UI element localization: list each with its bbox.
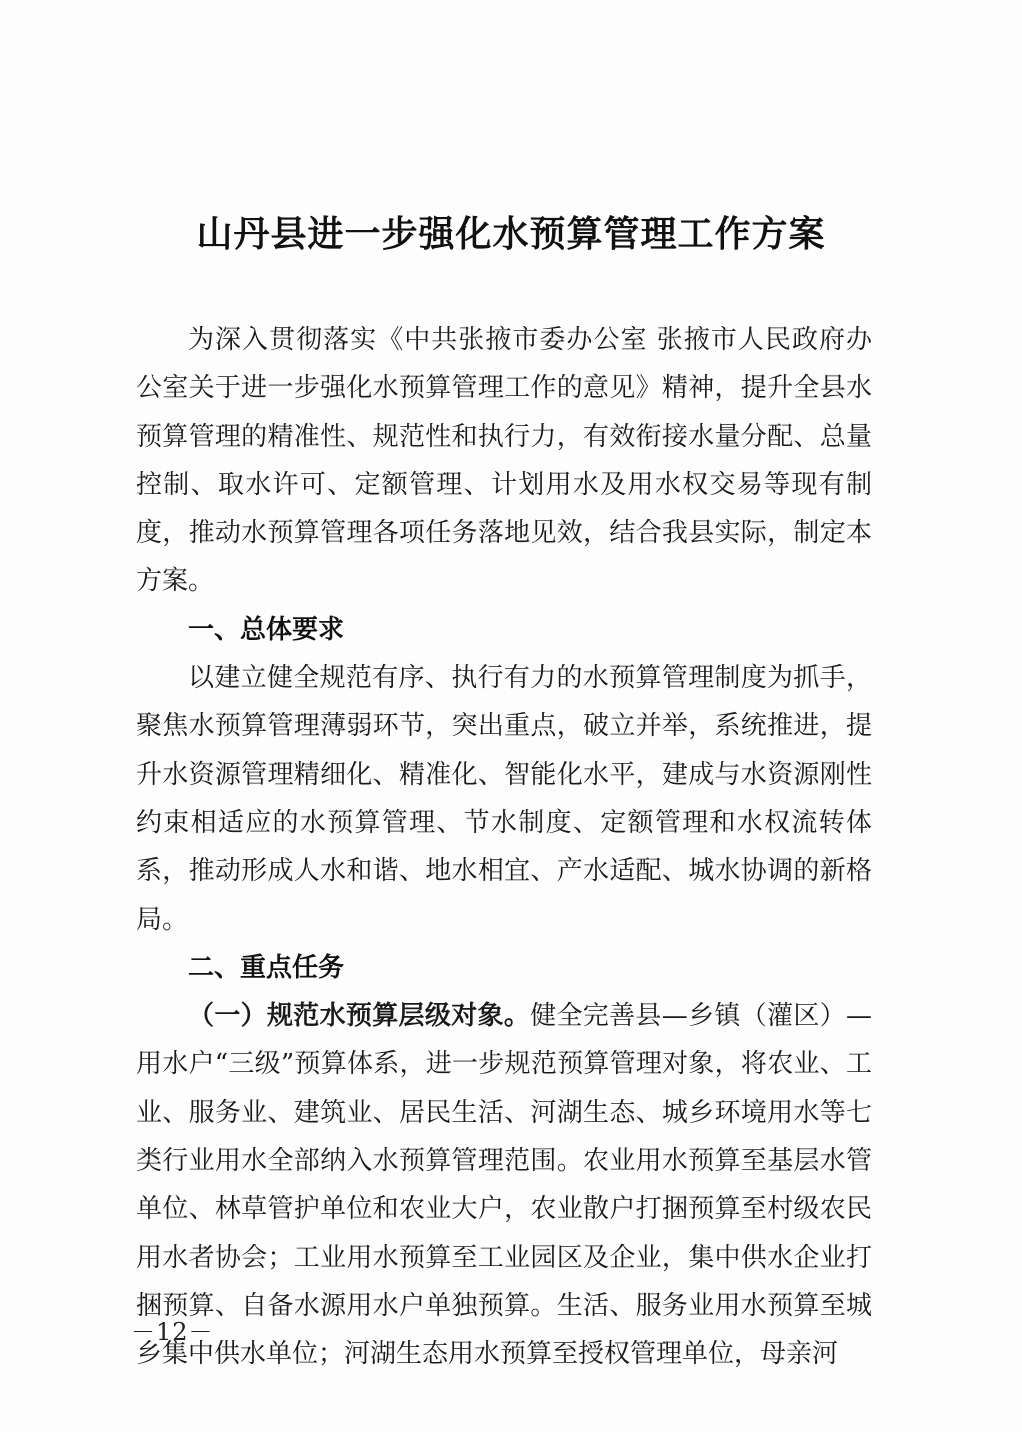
intro-paragraph: 为深入贯彻落实《中共张掖市委办公室 张掖市人民政府办公室关于进一步强化水预算管理工作的意见》精神，提升全县水预算管理的精准性、规范性和执行力，有效衔接水量分配、总量控制、取水许可、定额管理、计划用水及用水权交易等现有制度，推动水预算管理各项任务落地见效，结合我县实际，制定本方案。 [136,325,872,597]
page-number: －12－ [131,1318,214,1346]
general-requirements-paragraph: 以建立健全规范有序、执行有力的水预算管理制度为抓手，聚焦水预算管理薄弱环节，突出重点，破立并举，系统推进，提升水资源管理精细化、精准化、智能化水平，建成与水资源刚性约束相适应的水预算管理、节水制度、定额管理和水权流转体系，推动形成人水和谐、地水相宜、产水适配、城水协调的新格局。 [136,663,872,935]
task-1-paragraph [136,992,872,1378]
section-heading-general-requirements: 一、总体要求 [188,614,345,645]
document-title: 山丹县进一步强化水预算管理工作方案 [196,213,826,255]
task-1-text: 健全完善县—乡镇（灌区）—用水户“三级”预算体系，进一步规范预算管理对象，将农业、工业、服务业、建筑业、居民生活、河湖生态、城乡环境用水等七类行业用水全部纳入水预算管理范围。农业用水预算至基层水管单位、林草管护单位和农业大户，农业散户打捆预算至村级农民用水者协会；工业用水预算至工业园区及企业，集中供水企业打捆预算、自备水源用水户单独预算。生活、服务业用水预算至城乡集中供水单位；河湖生态用水预算至授权管理单位，母亲河 [136,1001,872,1370]
document-body [136,316,872,1379]
task-1-lead: （一）规范水预算层级对象。 [188,1001,531,1032]
section-heading-key-tasks: 二、重点任务 [188,952,345,983]
